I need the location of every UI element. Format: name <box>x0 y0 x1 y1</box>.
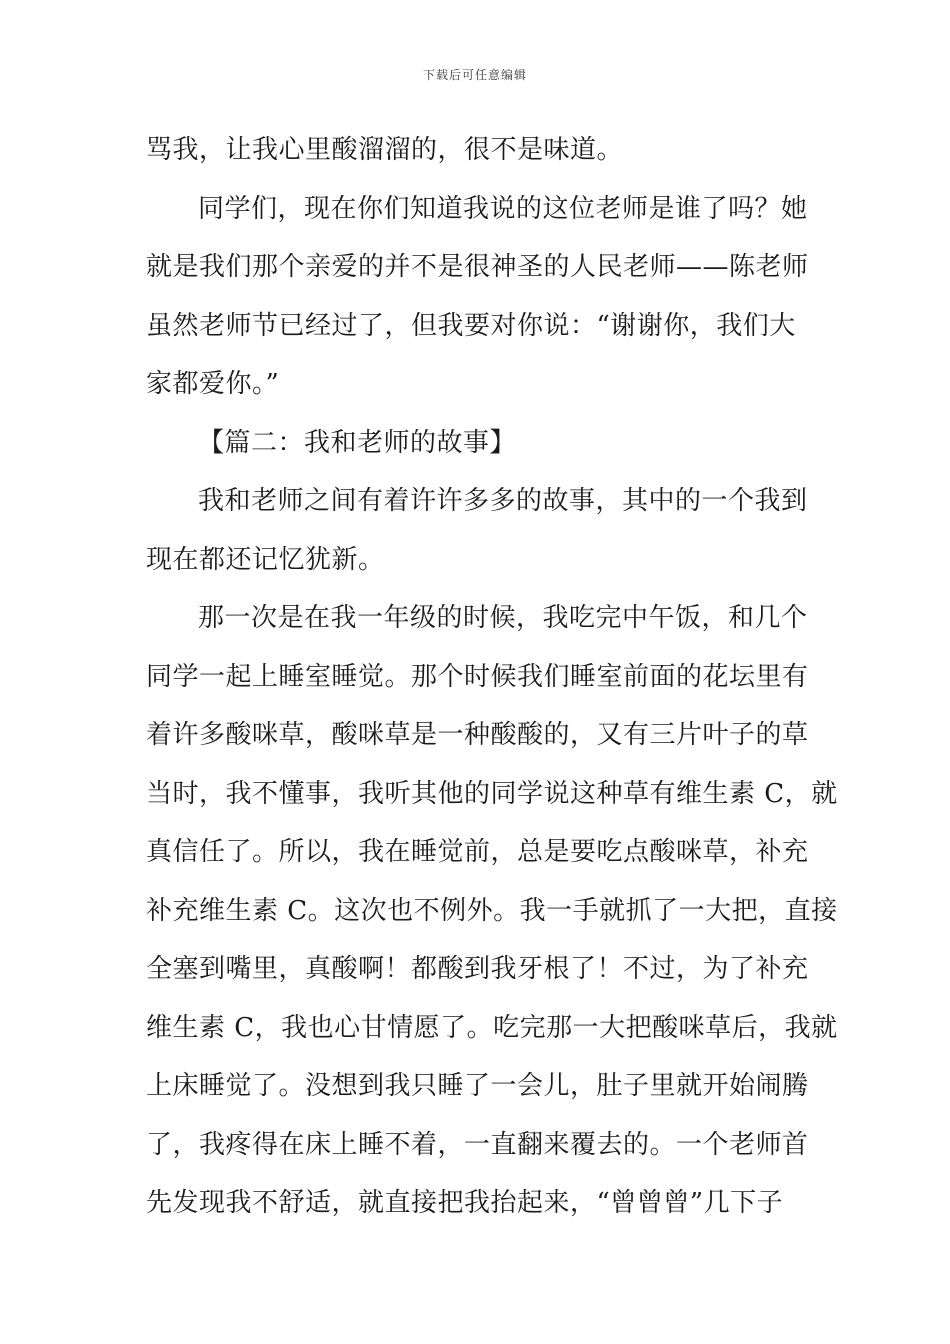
text-line-13: 真信任了。所以，我在睡觉前，总是要吃点酸咪草，补充 <box>146 837 809 867</box>
text-line-1: 骂我，让我心里酸溜溜的，很不是味道。 <box>146 135 624 165</box>
text-line-10: 同学一起上睡室睡觉。那个时候我们睡室前面的花坛里有 <box>146 661 809 692</box>
text-line-15: 全塞到嘴里，真酸啊！都酸到我牙根了！不过，为了补充 <box>146 954 809 984</box>
text-line-7: 我和老师之间有着许许多多的故事，其中的一个我到 <box>198 486 808 516</box>
text-line-4: 虽然老师节已经过了，但我要对你说：“谢谢你，我们大 <box>146 310 796 341</box>
text-line-8: 现在都还记忆犹新。 <box>146 544 385 575</box>
text-line-16: 维生素 C，我也心甘情愿了。吃完那一大把酸咪草后，我就 <box>146 1012 838 1043</box>
page-header: 下载后可任意编辑 <box>422 68 527 82</box>
document-body <box>146 121 838 1233</box>
text-line-12: 当时，我不懂事，我听其他的同学说这种草有维生素 C，就 <box>146 778 838 809</box>
section-heading: 【篇二：我和老师的故事】 <box>198 427 517 458</box>
text-line-9: 那一次是在我一年级的时候，我吃完中午饭，和几个 <box>198 603 808 633</box>
text-line-3: 就是我们那个亲爱的并不是很神圣的人民老师——陈老师 <box>146 252 809 282</box>
text-line-11: 着许多酸咪草，酸咪草是一种酸酸的，又有三片叶子的草 <box>146 720 809 750</box>
text-line-17: 上床睡觉了。没想到我只睡了一会儿，肚子里就开始闹腾 <box>146 1071 809 1101</box>
text-line-2: 同学们，现在你们知道我说的这位老师是谁了吗？她 <box>198 193 808 224</box>
text-line-14: 补充维生素 C。这次也不例外。我一手就抓了一大把，直接 <box>146 895 838 926</box>
text-line-18: 了，我疼得在床上睡不着，一直翻来覆去的。一个老师首 <box>146 1129 809 1160</box>
text-line-5: 家都爱你。” <box>146 369 280 399</box>
text-line-19: 先发现我不舒适，就直接把我抬起来，“曾曾曾”几下子 <box>146 1188 784 1218</box>
